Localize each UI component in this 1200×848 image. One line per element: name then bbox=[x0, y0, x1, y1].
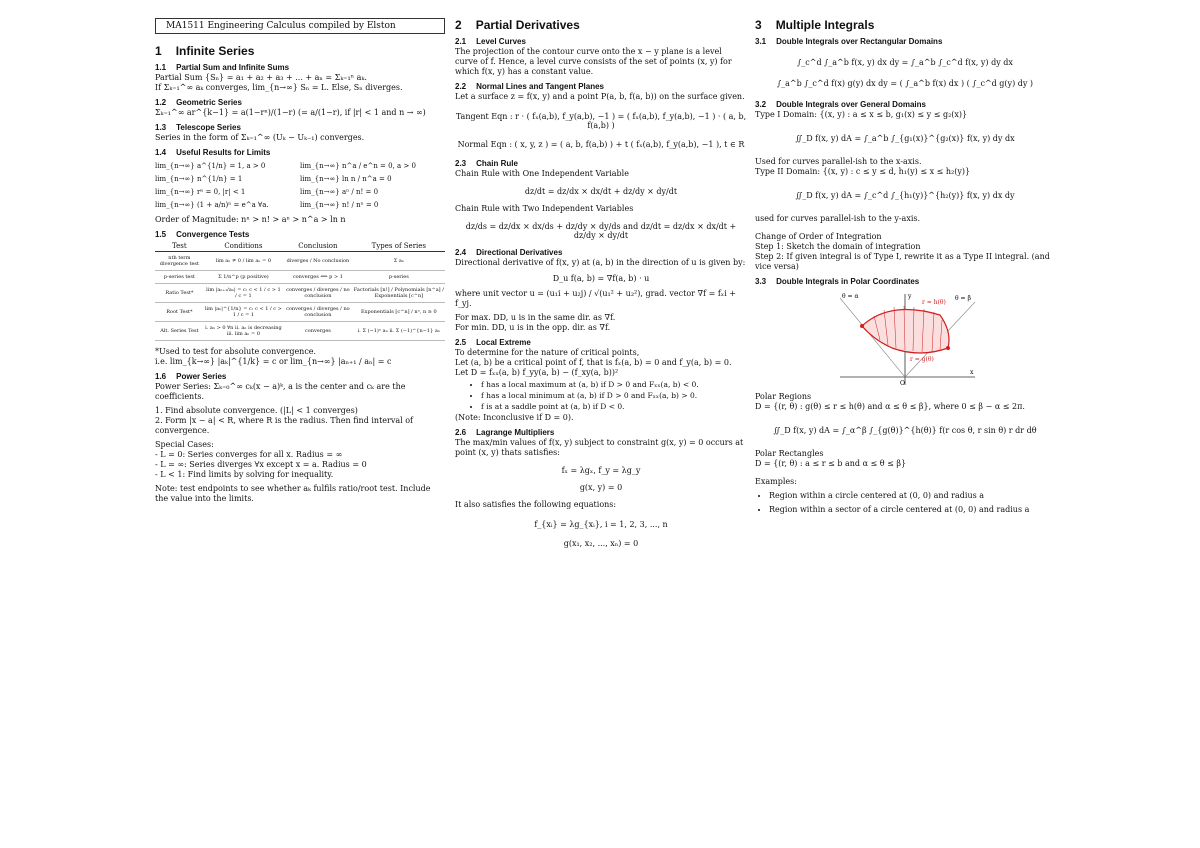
table-cell: converges / diverges / no conclusion bbox=[283, 284, 353, 303]
section-2-4-heading: 2.4 Directional Derivatives bbox=[455, 248, 563, 257]
examples-list bbox=[755, 491, 1055, 515]
section-3-2-heading: 3.2 Double Integrals over General Domains bbox=[755, 100, 926, 109]
table-row bbox=[155, 252, 445, 271]
table-cell: lim |aₙ|^{1/n} = c: c < 1 / c > 1 / c = 1 bbox=[204, 303, 283, 322]
lagrange-eq-2: g(x, y) = 0 bbox=[579, 483, 623, 492]
geometric-series-formula: Σₖ₌₁^∞ ar^{k−1} = a(1−rⁿ)/(1−r) (= a/(1−r), if |r| < 1 and n → ∞) bbox=[155, 108, 426, 117]
type-2-domain: Type II Domain: {(x, y) : c ≤ y ≤ d, h₁(y) ≤ x ≤ h₂(y)} bbox=[755, 167, 971, 176]
normal-equation: Normal Eqn : ( x, y, z ) = ( a, b, f(a,b) ) + t ( fₓ(a,b), f_y(a,b), −1 ), t ∈ R bbox=[457, 140, 745, 149]
polar-region-diagram bbox=[830, 290, 980, 388]
limit-item: lim_{n→∞} a^{1/n} = 1, a > 0 bbox=[155, 162, 266, 170]
polar-rectangles-def: D = {(r, θ) : a ≤ r ≤ b and α ≤ θ ≤ β} bbox=[755, 459, 907, 468]
min-dd-text: For min. DD, u is in the opp. dir. as ∇f. bbox=[455, 323, 611, 332]
polar-rectangles-title: Polar Rectangles bbox=[755, 449, 824, 458]
table-cell: i. Σ (−1)ⁿ aₙ ii. Σ (−1)^{n−1} aₙ bbox=[353, 322, 445, 341]
table-row bbox=[155, 284, 445, 303]
unit-vector-text: where unit vector u = (u₁i + u₂j) / √(u₁² + u₂²), grad. vector ∇f = fₓi + f_yj. bbox=[455, 289, 736, 308]
special-case: - L < 1: Find limits by solving for inequality. bbox=[155, 470, 334, 479]
table-cell: converges bbox=[283, 322, 353, 341]
directional-derivative-eq: D_u f(a, b) = ∇f(a, b) · u bbox=[552, 274, 650, 283]
section-2-5-heading: 2.5 Local Extreme bbox=[455, 338, 531, 347]
limit-item: lim_{n→∞} aⁿ / n! = 0 bbox=[300, 188, 379, 196]
section-2-2-heading: 2.2 Normal Lines and Tangent Planes bbox=[455, 82, 605, 91]
theta-alpha-label: θ = α bbox=[842, 293, 859, 300]
table-cell: p-series test bbox=[155, 271, 204, 284]
theta-beta-label: θ = β bbox=[955, 295, 971, 302]
section-1-4-heading: 1.4 Useful Results for Limits bbox=[155, 148, 271, 157]
section-2-1-heading: 2.1 Level Curves bbox=[455, 37, 526, 46]
list-item: • Region within a sector of a circle centered at (0, 0) and radius a bbox=[769, 505, 1055, 515]
critical-point-text: Let (a, b) be a critical point of f, that is fₓ(a, b) = 0 and f_y(a, b) = 0. bbox=[455, 358, 732, 367]
table-row bbox=[155, 271, 445, 284]
partial-sum-text: Partial Sum {Sₙ} = a₁ + a₂ + a₃ + ... + aₙ = Σₖ₌₁ⁿ aₖ. bbox=[155, 73, 367, 82]
list-item: • f has a local minimum at (a, b) if D > 0 and Fₓₓ(a, b) > 0. bbox=[481, 391, 747, 400]
table-cell: Σ 1/n^p (p positive) bbox=[204, 271, 283, 284]
table-cell: Factorials [n!] / Polynomials [n^a] / Exponentials [c^n] bbox=[353, 284, 445, 303]
column-2 bbox=[455, 18, 747, 556]
table-header: Test bbox=[155, 241, 204, 252]
table-cell: converges / diverges / no conclusion bbox=[283, 303, 353, 322]
section-3-1-heading: 3.1 Double Integrals over Rectangular Domains bbox=[755, 37, 943, 46]
chain-rule-two-eq: dz/ds = dz/dx × dx/ds + dz/dy × dy/ds and dz/dt = dz/dx × dx/dt + dz/dy × dy/dt bbox=[465, 222, 737, 240]
absolute-convergence-note: *Used to test for absolute convergence. bbox=[155, 347, 317, 356]
tangent-equation: Tangent Eqn : r · ( fₓ(a,b), f_y(a,b), −1 ) = ( fₓ(a,b), f_y(a,b), −1 ) · ( a, b, f(a,b) ) bbox=[455, 112, 747, 130]
lagrange-eq-3: f_{xᵢ} = λg_{xᵢ}, i = 1, 2, 3, ..., n bbox=[534, 520, 668, 529]
table-cell: Ratio Test* bbox=[155, 284, 204, 303]
polar-region bbox=[862, 310, 949, 353]
section-2-3-heading: 2.3 Chain Rule bbox=[455, 159, 518, 168]
limits-grid bbox=[155, 160, 445, 212]
lagrange-text: The max/min values of f(x, y) subject to constraint g(x, y) = 0 occurs at point (x, y) thats satisfies: bbox=[455, 438, 744, 457]
rect-integral-eq-2: ∫_a^b ∫_c^d f(x) g(y) dx dy = ( ∫_a^b f(x) dx ) ( ∫_c^d g(y) dy ) bbox=[776, 79, 1034, 88]
power-step-2: 2. Form |x − a| < R, where R is the radius. Then find interval of convergence. bbox=[155, 416, 414, 435]
limit-item: lim_{n→∞} ln n / n^a = 0 bbox=[300, 175, 392, 183]
table-cell: nth term divergence test bbox=[155, 252, 204, 271]
lagrange-eq-1: fₓ = λgₓ, f_y = λg_y bbox=[561, 466, 641, 475]
lagrange-eq-4: g(x₁, x₂, ..., xₙ) = 0 bbox=[563, 539, 639, 548]
section-1-3-heading: 1.3 Telescope Series bbox=[155, 123, 241, 132]
table-cell: i. aₙ > 0 ∀n ii. aₙ is decreasing iii. lim aₙ = 0 bbox=[204, 322, 283, 341]
r-g-label: r = g(θ) bbox=[910, 356, 934, 363]
convergence-text: If Σₖ₌₁^∞ aₖ converges, lim_{n→∞} Sₙ = L. Else, Sₙ diverges. bbox=[155, 83, 403, 92]
table-header: Conditions bbox=[204, 241, 283, 252]
table-cell: lim aₙ ≠ 0 / lim aₙ = 0 bbox=[204, 252, 283, 271]
x-axis-label: x bbox=[970, 369, 974, 376]
region-point bbox=[946, 346, 950, 350]
table-cell: Σ aₙ bbox=[353, 252, 445, 271]
max-dd-text: For max. DD, u is in the same dir. as ∇f. bbox=[455, 313, 616, 322]
section-3-heading: 3 Multiple Integrals bbox=[755, 18, 875, 32]
list-item: • f has a local maximum at (a, b) if D > 0 and Fₓₓ(a, b) < 0. bbox=[481, 380, 747, 389]
table-cell: p-series bbox=[353, 271, 445, 284]
extreme-list bbox=[455, 380, 747, 411]
type-1-integral: ∬_D f(x, y) dA = ∫_a^b ∫_{g₁(x)}^{g₂(x)} f(x, y) dy dx bbox=[795, 134, 1015, 143]
section-3-3-heading: 3.3 Double Integrals in Polar Coordinates bbox=[755, 277, 920, 286]
endpoint-note: Note: test endpoints to see whether aₖ fulfils ratio/root test. Include the value into the limits. bbox=[155, 484, 431, 503]
polar-regions-def: D = {(r, θ) : g(θ) ≤ r ≤ h(θ) and α ≤ θ ≤ β}, where 0 ≤ β − α ≤ 2π. bbox=[755, 402, 1025, 411]
table-header: Types of Series bbox=[353, 241, 445, 252]
chain-rule-two-label: Chain Rule with Two Independent Variables bbox=[455, 204, 634, 213]
power-step-1: 1. Find absolute convergence. (|L| < 1 converges) bbox=[155, 406, 358, 415]
r-h-label: r = h(θ) bbox=[922, 299, 946, 306]
limit-item: lim_{n→∞} rⁿ = 0, |r| < 1 bbox=[155, 188, 246, 196]
table-cell: Root Test* bbox=[155, 303, 204, 322]
level-curves-text: The projection of the contour curve onto the x − y plane is a level curve of f. Hence, a level curve consists of the set of points (x, y) for which f(x, y) has a constant value. bbox=[455, 47, 732, 76]
type-1-domain: Type I Domain: {(x, y) : a ≤ x ≤ b, g₁(x) ≤ y ≤ g₂(x)} bbox=[755, 110, 968, 119]
polar-integral: ∬_D f(x, y) dA = ∫_α^β ∫_{g(θ)}^{h(θ)} f(r cos θ, r sin θ) r dr dθ bbox=[773, 426, 1037, 435]
power-series-text: Power Series: Σₖ₌₀^∞ cₖ(x − a)ᵏ, a is the center and cₖ are the coefficients. bbox=[155, 382, 406, 401]
table-cell: lim |aₙ₊₁/aₙ| = c: c < 1 / c > 1 / c = 1 bbox=[204, 284, 283, 303]
change-order-step-2: Step 2: If given integral is of Type I, rewrite it as a Type II integral. (and vice versa) bbox=[755, 252, 1050, 271]
section-1-heading: 1 Infinite Series bbox=[155, 44, 255, 58]
table-cell: Alt. Series Test bbox=[155, 322, 204, 341]
limit-item: lim_{n→∞} (1 + a/n)ⁿ = e^a ∀a. bbox=[155, 201, 269, 209]
limit-item: lim_{n→∞} n! / nⁿ = 0 bbox=[300, 201, 379, 209]
convergence-tests-table bbox=[155, 241, 445, 341]
special-case: - L = ∞: Series diverges ∀x except x = a. Radius = 0 bbox=[155, 460, 367, 469]
special-case: - L = 0: Series converges for all x. Radius = ∞ bbox=[155, 450, 343, 459]
y-axis-label: y bbox=[908, 293, 912, 300]
document-title: MA1511 Engineering Calculus compiled by Elston bbox=[155, 18, 445, 34]
table-header: Conclusion bbox=[283, 241, 353, 252]
rect-integral-eq-1: ∫_c^d ∫_a^b f(x, y) dx dy = ∫_a^b ∫_c^d f(x, y) dy dx bbox=[797, 58, 1013, 67]
list-item: • f is at a saddle point at (a, b) if D < 0. bbox=[481, 402, 747, 411]
examples-label: Examples: bbox=[755, 477, 797, 486]
section-1-6-heading: 1.6 Power Series bbox=[155, 372, 227, 381]
special-cases-label: Special Cases: bbox=[155, 440, 214, 449]
telescope-series-text: Series in the form of Σₖ₌₁^∞ (Uₖ − Uₖ₋₁) converges. bbox=[155, 133, 365, 142]
table-cell: converges ⟺ p > 1 bbox=[283, 271, 353, 284]
surface-text: Let a surface z = f(x, y) and a point P(a, b, f(a, b)) on the surface given. bbox=[455, 92, 745, 101]
limit-item: lim_{n→∞} n^{1/n} = 1 bbox=[155, 175, 243, 183]
discriminant-text: Let D = fₓₓ(a, b) f_yy(a, b) − (f_xy(a, b))² bbox=[455, 368, 619, 377]
column-3 bbox=[755, 18, 1055, 519]
table-cell: diverges / No conclusion bbox=[283, 252, 353, 271]
type-2-integral: ∬_D f(x, y) dA = ∫_c^d ∫_{h₁(y)}^{h₂(y)} f(x, y) dx dy bbox=[795, 191, 1015, 200]
section-1-5-heading: 1.5 Convergence Tests bbox=[155, 230, 250, 239]
table-cell: Exponentials [c^n] / nⁿ, n ≥ 0 bbox=[353, 303, 445, 322]
chain-rule-one-eq: dz/dt = dz/dx × dx/dt + dz/dy × dy/dt bbox=[524, 187, 678, 196]
inconclusive-note: (Note: Inconclusive if D = 0). bbox=[455, 413, 574, 422]
directional-derivative-text: Directional derivative of f(x, y) at (a, b) in the direction of u is given by: bbox=[455, 258, 746, 267]
lagrange-extra-text: It also satisfies the following equations: bbox=[455, 500, 617, 509]
local-extreme-text: To determine for the nature of critical points, bbox=[455, 348, 640, 357]
origin-label: O bbox=[900, 380, 905, 387]
type-2-note: used for curves parallel-ish to the y-axis. bbox=[755, 214, 921, 223]
list-item: • Region within a circle centered at (0, 0) and radius a bbox=[769, 491, 1055, 501]
change-order-title: Change of Order of Integration bbox=[755, 232, 882, 241]
limit-item: lim_{n→∞} n^a / e^n = 0, a > 0 bbox=[300, 162, 416, 170]
section-2-6-heading: 2.6 Lagrange Multipliers bbox=[455, 428, 555, 437]
column-1 bbox=[155, 18, 445, 504]
change-order-step-1: Step 1: Sketch the domain of integration bbox=[755, 242, 921, 251]
region-point bbox=[860, 324, 864, 328]
table-row bbox=[155, 322, 445, 341]
chain-rule-one-label: Chain Rule with One Independent Variable bbox=[455, 169, 629, 178]
table-row bbox=[155, 303, 445, 322]
type-1-note: Used for curves parallel-ish to the x-axis. bbox=[755, 157, 922, 166]
section-1-1-heading: 1.1 Partial Sum and Infinite Sums bbox=[155, 63, 290, 72]
order-of-magnitude: Order of Magnitude: nⁿ > n! > aⁿ > n^a > ln n bbox=[155, 215, 346, 224]
section-1-2-heading: 1.2 Geometric Series bbox=[155, 98, 242, 107]
absolute-convergence-formula: i.e. lim_{k→∞} |aₖ|^{1/k} = c or lim_{n→∞} |aₙ₊₁ / aₙ| = c bbox=[155, 357, 392, 366]
section-2-heading: 2 Partial Derivatives bbox=[455, 18, 580, 32]
polar-regions-title: Polar Regions bbox=[755, 392, 812, 401]
